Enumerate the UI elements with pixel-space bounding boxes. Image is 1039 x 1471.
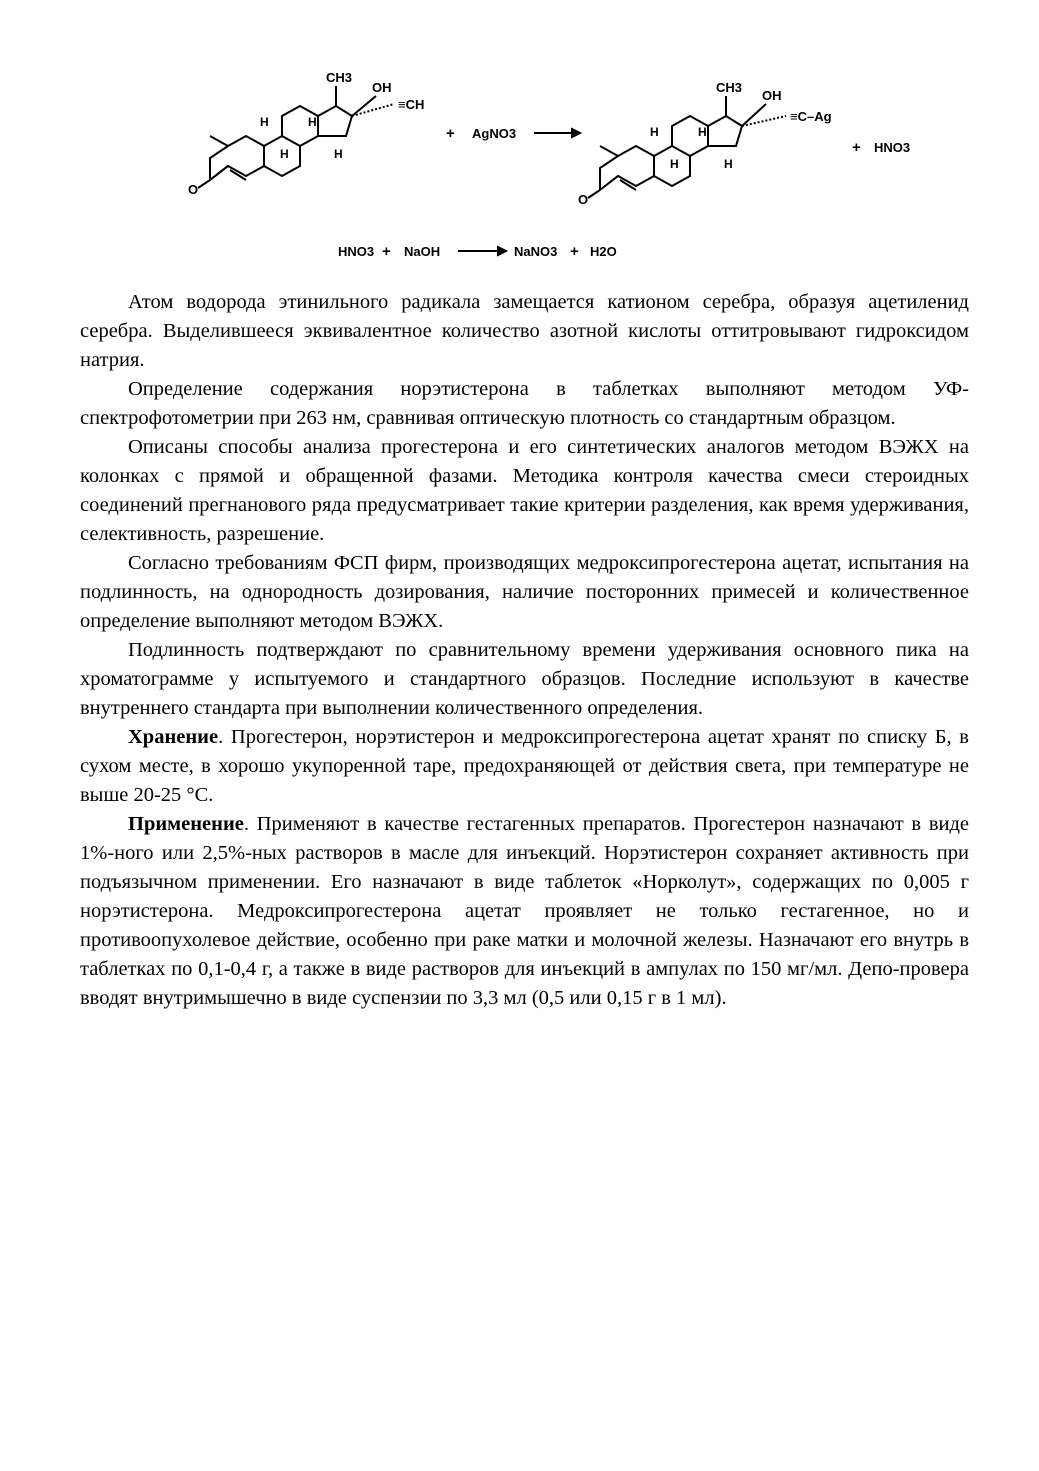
right-h-1: H — [650, 125, 659, 139]
paragraph-text: Атом водорода этинильного радикала замещается катионом серебра, образуя ацетиленид серебра. Выделившееся эквивалентное количество азотной кислоты оттитровывают гидроксидом натрия. — [80, 291, 969, 371]
titration-naoh: NaOH — [404, 244, 441, 259]
product-hno3: HNO3 — [874, 140, 911, 155]
titration-hno3: HNO3 — [338, 244, 375, 259]
right-h-3: H — [670, 157, 679, 171]
plus-sign-1: + — [446, 125, 455, 142]
right-ch3: CH3 — [716, 80, 743, 95]
reaction-arrow-1 — [534, 129, 580, 137]
titration-plus-2: + — [570, 243, 579, 260]
right-ethynyl-ag: ≡C–Ag — [790, 109, 832, 124]
titration-plus-1: + — [382, 243, 391, 260]
paragraph-hplc-methods — [80, 433, 969, 549]
paragraph-text: Описаны способы анализа прогестерона и его синтетических аналогов методом ВЭЖХ на колонках с прямой и обращенной фазами. Методика контроля качества смеси стероидных соединений прегнанового ряда предусматривает такие критерии разделения, как время удерживания, селективность, разрешение. — [80, 436, 969, 545]
paragraph-text: Подлинность подтверждают по сравнительному времени удерживания основного пика на хроматограмме у испытуемого и стандартного образцов. Последние используют в качестве внутреннего стандарта при выполнении количественного определения. — [80, 639, 969, 719]
right-steroid-structure — [588, 96, 786, 198]
right-oh: OH — [762, 88, 782, 103]
paragraph-text: . Применяют в качестве гестагенных препаратов. Прогестерон назначают в виде 1%-ного или 2,5%-ных растворов в масле для инъекций. Норэтистерон сохраняет активность при подъязычном применении. Его назначают в виде таблеток «Норколут», содержащих по 0,005 г норэтистерона. Медроксипрогестерона ацетат проявляет не только гестагенное, но и противоопухолевое действие, особенно при раке матки и молочной железы. Назначают его внутрь в таблетках по 0,1-0,4 г, а также в виде растворов для инъекций в ампулах по 150 мг/мл. Депо-провера вводят внутримышечно в виде суспензии по 3,3 мл (0,5 или 0,15 г в 1 мл). — [80, 813, 969, 1009]
body-text — [80, 288, 969, 1013]
left-ethynyl: ≡CH — [398, 97, 425, 112]
paragraph-text: Определение содержания норэтистерона в таблетках выполняют методом УФ-спектрофотометрии при 263 нм, сравнивая оптическую плотность со стандартным образцом. — [80, 378, 969, 429]
left-ch3: CH3 — [326, 70, 353, 85]
titration-h2o: H2O — [590, 244, 617, 259]
right-h-2: H — [698, 125, 707, 139]
left-steroid-structure — [198, 86, 394, 188]
paragraph-text: . Прогестерон, норэтистерон и медроксипрогестерона ацетат хранят по списку Б, в сухом месте, в хорошо укупоренной таре, предохраняющей от действия света, при температуре не выше 20-25 °С. — [80, 726, 969, 806]
left-h-2: H — [308, 115, 317, 129]
plus-sign-2: + — [852, 139, 861, 156]
paragraph-storage — [80, 723, 969, 810]
titration-nano3: NaNO3 — [514, 244, 558, 259]
reaction-scheme — [180, 60, 940, 270]
left-h-1: H — [260, 115, 269, 129]
reaction-arrow-2 — [458, 247, 506, 255]
right-oxygen: O — [578, 192, 589, 207]
reagent-agno3: AgNO3 — [472, 126, 517, 141]
storage-heading: Хранение — [128, 726, 219, 748]
paragraph-application — [80, 810, 969, 1013]
paragraph-text: Согласно требованиям ФСП фирм, производящих медроксипрогестерона ацетат, испытания на подлинность, на однородность дозирования, наличие посторонних примесей и количественное определение выполняют методом ВЭЖХ. — [80, 552, 969, 632]
right-h-4: H — [724, 157, 733, 171]
left-h-3: H — [280, 147, 289, 161]
left-oxygen: O — [188, 182, 199, 197]
paragraph-identity — [80, 636, 969, 723]
application-heading: Применение — [128, 813, 244, 835]
reaction-scheme-drawing — [180, 60, 940, 270]
paragraph-fsp-requirements — [80, 549, 969, 636]
paragraph-silver-acetylide — [80, 288, 969, 375]
paragraph-uv-spectrophotometry — [80, 375, 969, 433]
left-oh: OH — [372, 80, 392, 95]
left-h-4: H — [334, 147, 343, 161]
